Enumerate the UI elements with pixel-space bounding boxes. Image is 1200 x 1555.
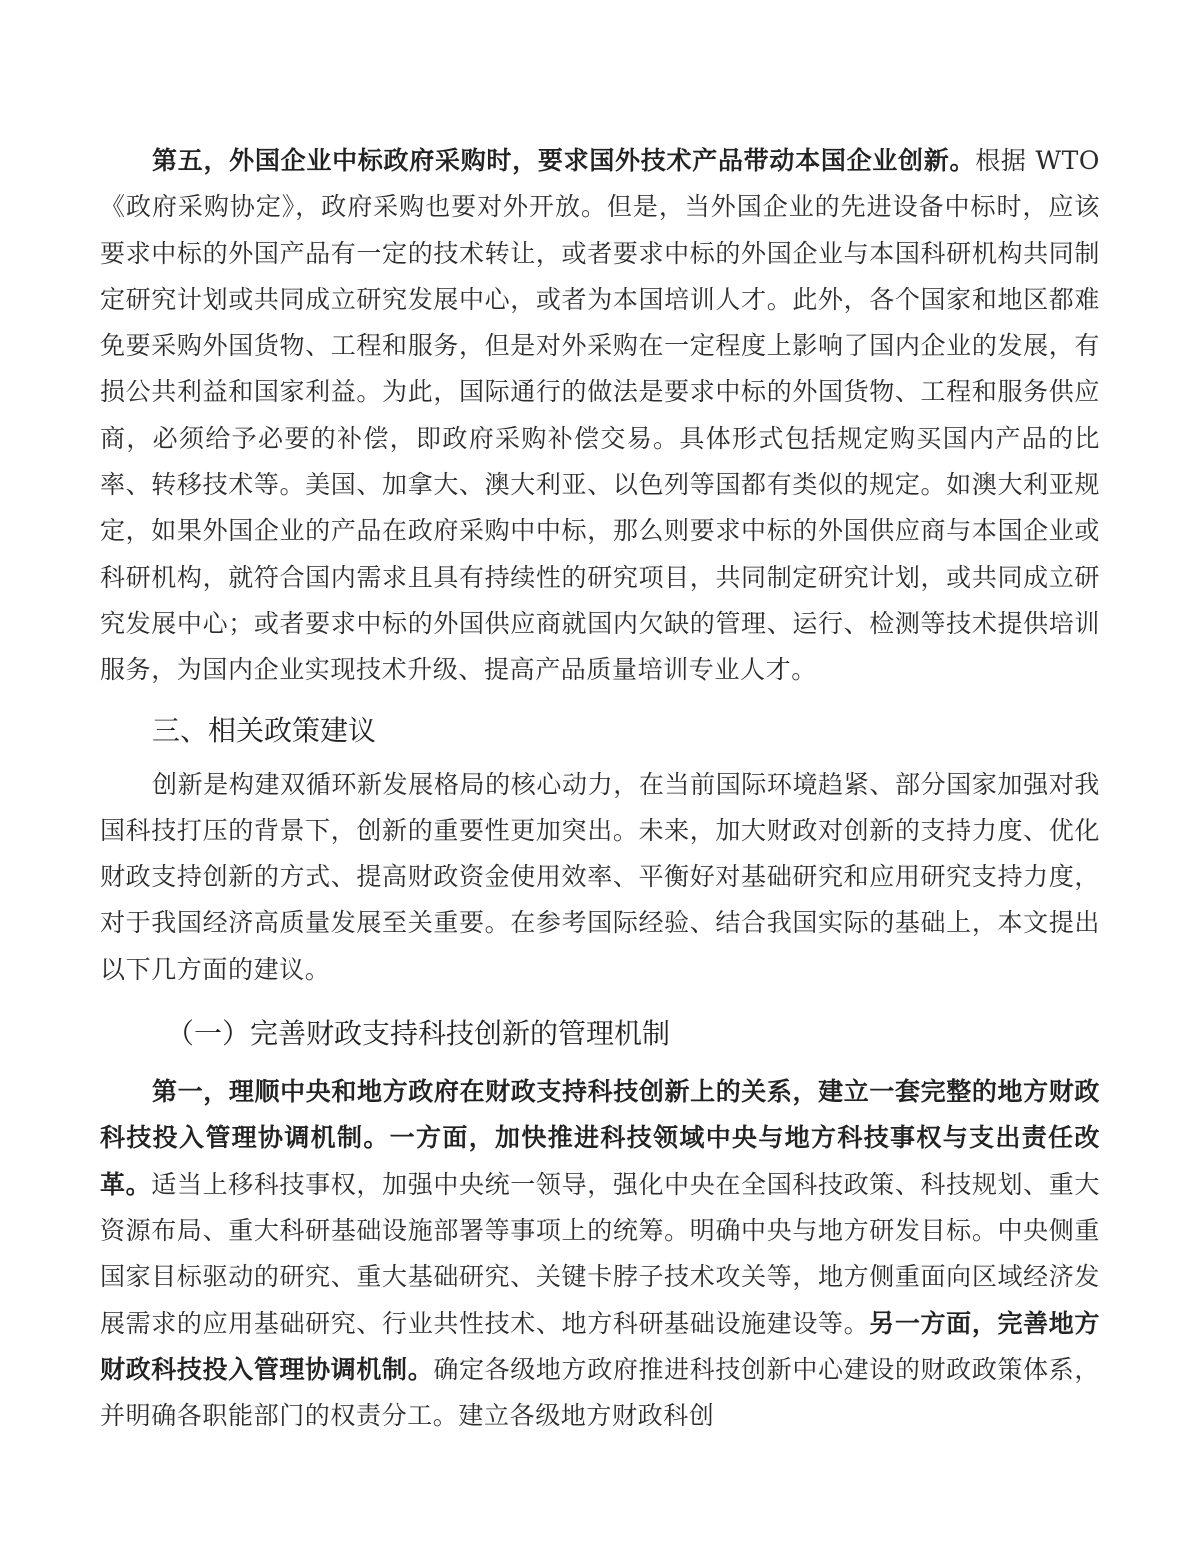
section-heading: 三、相关政策建议 xyxy=(152,713,377,747)
paragraph-intro xyxy=(100,762,1100,993)
subsection-heading: （一）完善财政支持科技创新的管理机制 xyxy=(166,1017,671,1051)
paragraph-body: 根据 WTO《政府采购协定》，政府采购也要对外开放。但是，当外国企业的先进设备中标时，应该要求中标的外国产品有一定的技术转让，或者要求中标的外国企业与本国科研机构共同制定研究计划或共同成立研究发展中心，或者为本国培训人才。此外，各个国家和地区都难免要采购外国货物、工程和服务，但是对外采购在一定程度上影响了国内企业的发展，有损公共利益和国家利益。为此，国际通行的做法是要求中标的外国货物、工程和服务供应商，必须给予必要的补偿，即政府采购补偿交易。具体形式包括规定购买国内产品的比率、转移技术等。美国、加拿大、澳大利亚、以色列等国都有类似的规定。如澳大利亚规定，如果外国企业的产品在政府采购中中标，那么则要求中标的外国供应商与本国企业或科研机构，就符合国内需求且具有持续性的研究项目，共同制定研究计划，或共同成立研究发展中心；或者要求中标的外国供应商就国内欠缺的管理、运行、检测等技术提供培训服务，为国内企业实现技术升级、提高产品质量培训专业人才。 xyxy=(100,146,1100,685)
paragraph-management xyxy=(100,1069,1100,1439)
paragraph-body: 适当上移科技事权，加强中央统一领导，强化中央在全国科技政策、科技规划、重大资源布局、重大科研基础设施部署等事项上的统筹。明确中央与地方研发目标。中央侧重国家目标驱动的研究、重大基础研究、关键卡脖子技术攻关等，地方侧重面向区域经济发展需求的应用基础研究、行业共性技术、地方科研基础设施建设等。 xyxy=(100,1169,1101,1338)
paragraph-body: 创新是构建双循环新发展格局的核心动力，在当前国际环境趋紧、部分国家加强对我国科技打压的背景下，创新的重要性更加突出。未来，加大财政对创新的支持力度、优化财政支持创新的方式、提高财政资金使用效率、平衡好对基础研究和应用研究支持力度，对于我国经济高质量发展至关重要。在参考国际经验、结合我国实际的基础上，本文提出以下几方面的建议。 xyxy=(100,769,1100,984)
paragraph-procurement xyxy=(100,138,1100,694)
paragraph-lead-bold: 第一，理顺中央和地方政府在财政支持科技创新上的关系，建立一套完整的地方财政科技投入管理协调机制。一方面，加快推进科技领域中央与地方科技事权与支出责任改革。 xyxy=(100,1077,1100,1199)
paragraph-mid-bold: 另一方面，完善地方财政科技投入管理协调机制。 xyxy=(100,1308,1100,1384)
document-page xyxy=(100,138,1100,1439)
paragraph-lead-bold: 第五，外国企业中标政府采购时，要求国外技术产品带动本国企业创新。 xyxy=(152,146,976,175)
paragraph-body-continued: 确定各级地方政府推进科技创新中心建设的财政政策体系，并明确各职能部门的权责分工。建立各级地方财政科创 xyxy=(100,1354,1100,1431)
